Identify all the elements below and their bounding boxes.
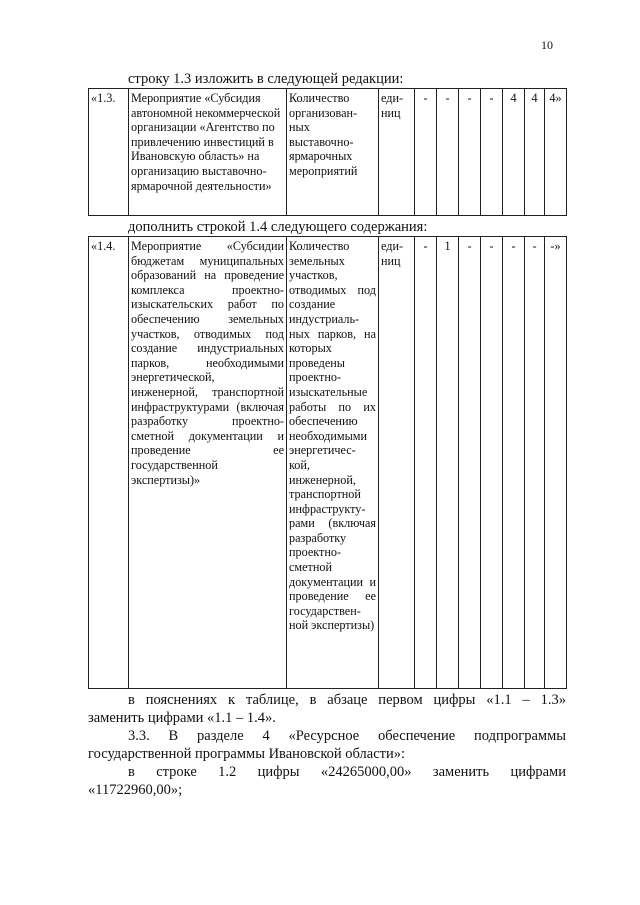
- indicator-cell: Количество земельных участков, отводимых под создание индустриаль-ных парков, на которых проведены проектно-изыскательные работы по их обеспечению необходимыми энергетичес-кой, инженерной, транспортной инфраструкту-рами (включая разработку проектно-сметной документации и проведение ее государствен-ной экспертизы): [287, 237, 379, 689]
- event-name-cell: Мероприятие «Субсидии бюджетам муниципальных образований на проведение комплекса проектно-изыскательских работ по обеспечению земельных участков, отводимых под создание индустриальных парков, необходимыми энергетической, инженерной, транспортной инфраструктурами (включая разработку проектно-сметной документации и проведение ее государственной экспертизы)»: [129, 237, 287, 689]
- page-number: 10: [541, 38, 553, 52]
- replacement-paragraph: [88, 763, 566, 799]
- value-cell: 1: [437, 237, 459, 689]
- value-cell: 4»: [545, 89, 567, 216]
- paragraph-line: заменить цифрами «1.1 – 1.4».: [88, 710, 276, 726]
- table-row: [89, 89, 567, 216]
- table-row: [89, 237, 567, 689]
- paragraph-line: 3.3. В разделе 4 «Ресурсное обеспечение подпрограммы: [128, 728, 566, 744]
- row-number: «1.3.: [89, 89, 129, 216]
- value-cell: -: [459, 237, 481, 689]
- paragraph-line: государственной программы Ивановской области»:: [88, 746, 406, 762]
- paragraph-line: «11722960,00»;: [88, 782, 183, 798]
- row-number: «1.4.: [89, 237, 129, 689]
- section-paragraph: [88, 727, 566, 763]
- event-name-cell: Мероприятие «Субсидия автономной некоммерческой организации «Агентство по привлечению инвестиций в Ивановскую область» на организацию выставочно-ярмарочной деятельности»: [129, 89, 287, 216]
- value-cell: -: [437, 89, 459, 216]
- unit-cell: еди-ниц: [379, 89, 415, 216]
- table-row-1-4: [88, 236, 567, 689]
- value-cell: -: [481, 89, 503, 216]
- intro-text-row-1-3: строку 1.3 изложить в следующей редакции:: [128, 71, 404, 87]
- value-cell: -: [415, 89, 437, 216]
- value-cell: 4: [525, 89, 545, 216]
- explanation-paragraph: [88, 691, 566, 727]
- intro-text-row-1-4: дополнить строкой 1.4 следующего содержания:: [128, 219, 428, 235]
- table-row-1-3: [88, 88, 567, 216]
- paragraph-line: в пояснениях к таблице, в абзаце первом цифры «1.1 – 1.3»: [128, 692, 566, 708]
- indicator-cell: Количество организован-ных выставочно-ярмарочных мероприятий: [287, 89, 379, 216]
- value-cell: -: [503, 237, 525, 689]
- value-cell: -: [459, 89, 481, 216]
- value-cell: -: [525, 237, 545, 689]
- value-cell: -»: [545, 237, 567, 689]
- value-cell: -: [415, 237, 437, 689]
- value-cell: 4: [503, 89, 525, 216]
- value-cell: -: [481, 237, 503, 689]
- unit-cell: еди-ниц: [379, 237, 415, 689]
- paragraph-line: в строке 1.2 цифры «24265000,00» заменить цифрами: [128, 764, 566, 780]
